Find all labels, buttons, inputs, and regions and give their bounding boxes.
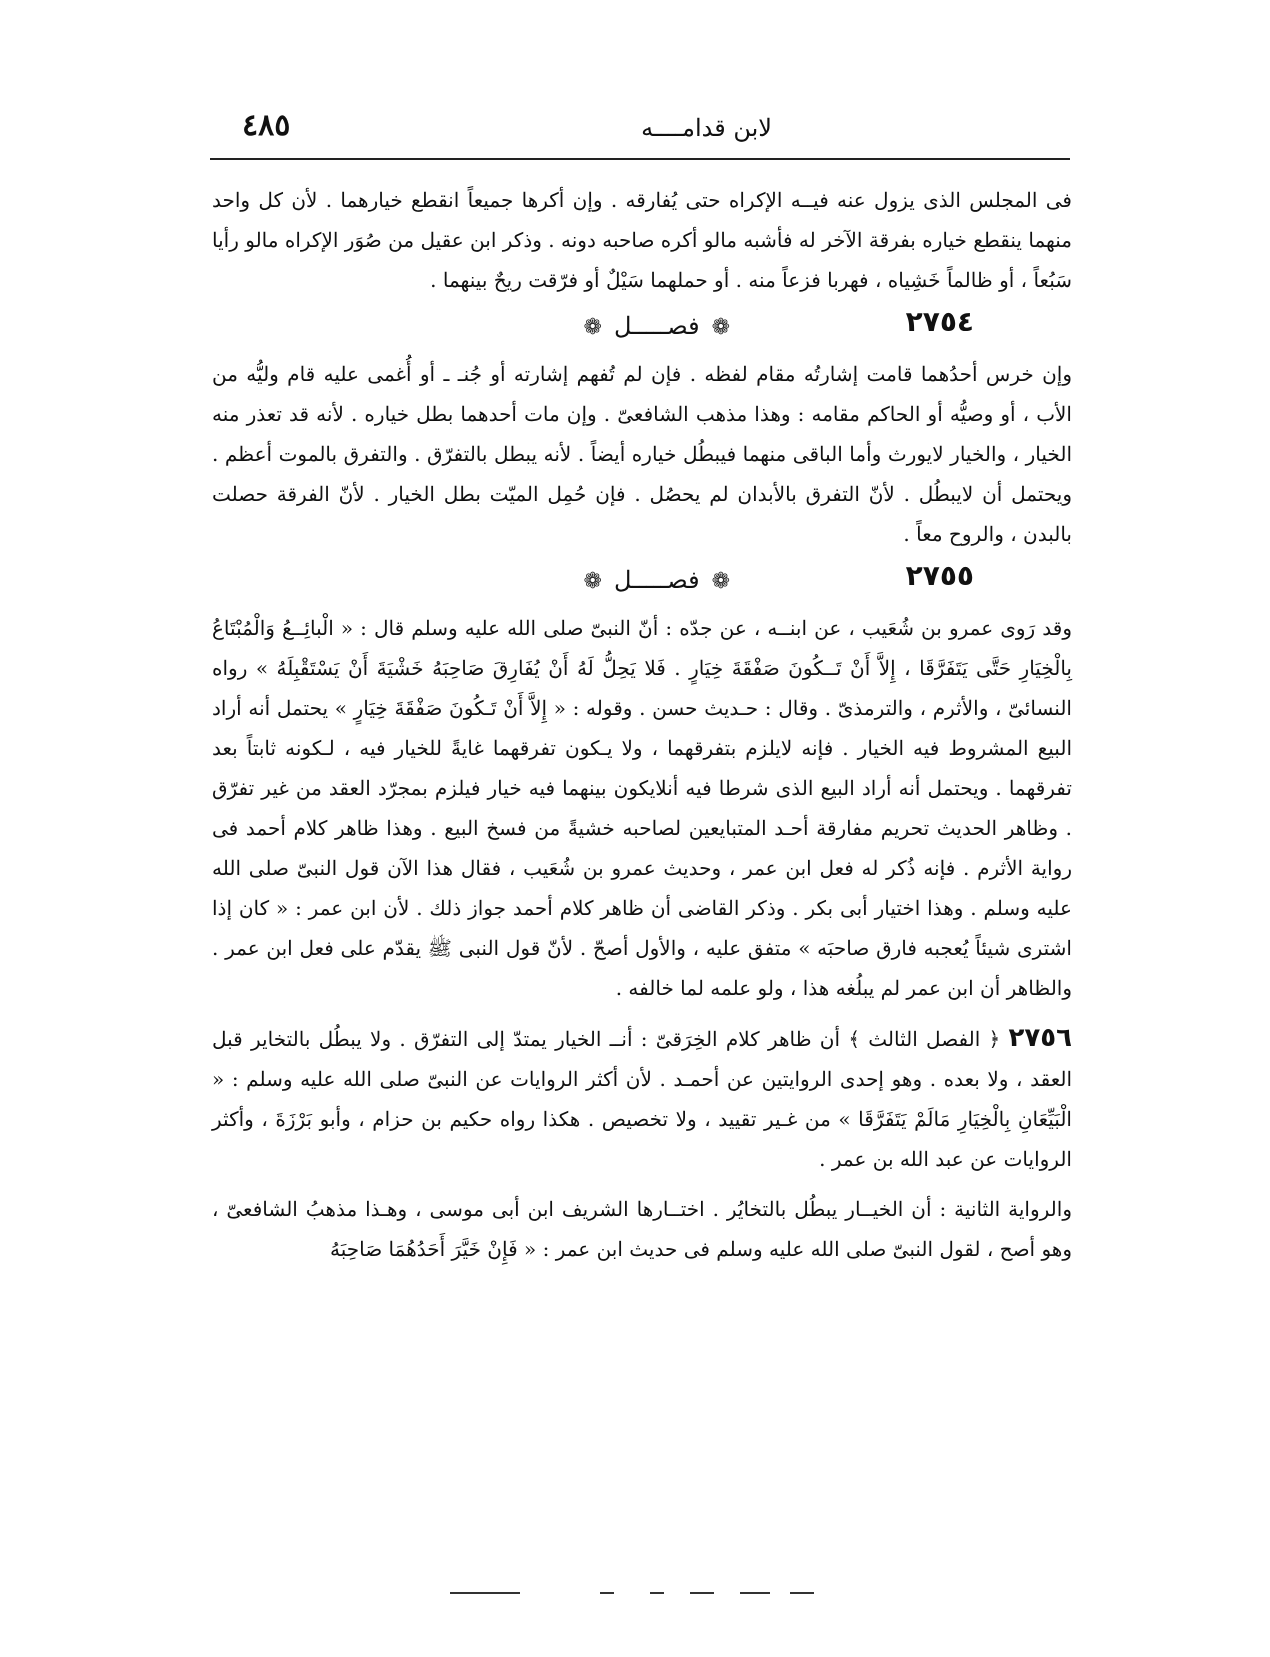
section-number: ٢٧٥٤: [905, 305, 974, 338]
page-header: [212, 108, 1072, 160]
section-text-2754: وإن خرس أحدُهما قامت إشارتُه مقام لفظه . فإن لم تُفهم إشارته أو جُنـ ـ أو أُغمى عليه قام وليُّه من الأب ، أو وصيُّه أو الحاكم مقامه : وهذا مذهب الشافعىّ . وإن مات أحدهما بطل خياره . لأنه قد تعذر منه الخيار ، والخيار لايورث وأما الباقى منهما فيبطُل خياره أيضاً . لأنه يبطل بالتفرّق . والتفرق بالموت أعظم . ويحتمل أن لايبطُل . لأنّ التفرق بالأبدان لم يحصُل . فإن حُمِل الميّت بطل الخيار . لأنّ الفرقة حصلت بالبدن ، والروح معاً .: [212, 362, 1072, 546]
ornament-icon: ❁: [583, 569, 602, 594]
section-title: ❁فصـــــل❁: [572, 306, 743, 348]
footer-dashes: [450, 1592, 830, 1596]
page-body: [212, 180, 1072, 1269]
section-number: ٢٧٥٥: [905, 559, 974, 592]
header-rule: [210, 158, 1070, 160]
running-title: لابن قدامــــه: [641, 114, 772, 142]
final-paragraph: والرواية الثانية : أن الخيــار يبطُل بالتخايُر . اختــارها الشريف ابن أبى موسى ، وهـذا مذهبُ الشافعىّ ، وهو أصح ، لقول النبىّ صلى الله عليه وسلم فى حديث ابن عمر : « فَإِنْ خَيَّرَ أَحَدُهُمَا صَاحِبَهُ: [212, 1197, 1072, 1261]
section-heading-2755: [212, 554, 1072, 608]
section-number: ٢٧٥٦: [1008, 1023, 1073, 1053]
section-label: ﴿ الفصل الثالث ﴾: [848, 1027, 1001, 1051]
section-heading-2754: [212, 300, 1072, 354]
intro-paragraph: فى المجلس الذى يزول عنه فيــه الإكراه حتى يُفارقه . وإن أكرها جميعاً انقطع خيارهما . لأن كل واحد منهما ينقطع خياره بفرقة الآخر له فأشبه مالو أكره صاحبه دونه . وذكر ابن عقيل من صُوَر الإكراه مالو رأيا سَبُعاً ، أو ظالماً خَشِياه ، فهربا فزعاً منه . أو حملهما سَيْلٌ أو فرّقت ريحٌ بينهما .: [212, 188, 1072, 292]
ornament-icon: ❁: [711, 569, 730, 594]
section-2756-paragraph: [212, 1018, 1072, 1179]
section-text-2756: أن ظاهر كلام الخِرَقىّ : أنــ الخيار يمتدّ إلى التفرّق . ولا يبطُل بالتخاير قبل العقد ، ولا بعده . وهو إحدى الروايتين عن أحمـد . لأن أكثر الروايات عن النبىّ صلى الله عليه وسلم : « الْبَيِّعَانِ بِالْخِيَارِ مَالَمْ يَتَفَرَّقَا » من غـير تقييد ، ولا تخصيص . هكذا رواه حكيم بن حزام ، وأبو بَرْزَةَ ، وأكثر الروايات عن عبد الله بن عمر .: [212, 1027, 1072, 1171]
ornament-icon: ❁: [583, 315, 602, 340]
section-title: ❁فصـــــل❁: [572, 560, 743, 602]
section-text-2755: وقد رَوى عمرو بن شُعَيب ، عن ابنــه ، عن جدّه : أنّ النبىّ صلى الله عليه وسلم قال : « الْبائِــعُ وَالْمُبْتَاعُ بِالْخِيَارِ حَتَّى يَتَفَرَّقَا ، إِلاَّ أَنْ تَــكُونَ صَفْقَةَ خِيَارٍ . فَلا يَحِلُّ لَهُ أَنْ يُفَارِقَ صَاحِبَهُ خَشْيَةَ أَنْ يَسْتَقْبِلَهُ » رواه النسائىّ ، والأثرم ، والترمذىّ . وقال : حـديث حسن . وقوله : « إِلاَّ أَنْ تَـكُونَ صَفْقَةَ خِيَارٍ » يحتمل أنه أراد البيع المشروط فيه الخيار . فإنه لايلزم بتفرقهما ، ولا يـكون تفرقهما غايةً للخيار فيه ، لـكونه ثابتاً بعد تفرقهما . ويحتمل أنه أراد البيع الذى شرطا فيه أنلايكون بينهما فيه خيار فيلزم بمجرّد العقد من غير تفرّق . وظاهر الحديث تحريم مفارقة أحـد المتبايعين لصاحبه خشيةً من فسخ البيع . وهذا ظاهر كلام أحمد فى رواية الأثرم . فإنه ذُكر له فعل ابن عمر ، وحديث عمرو بن شُعَيب ، فقال هذا الآن قول النبىّ صلى الله عليه وسلم . وهذا اختيار أبى بكر . وذكر القاضى أن ظاهر كلام أحمد جواز ذلك . لأن ابن عمر : « كان إذا اشترى شيئاً يُعجبه فارق صاحبَه » متفق عليه ، والأول أصحّ . لأنّ قول النبى ﷺ يقدّم على فعل ابن عمر . والظاهر أن ابن عمر لم يبلُغه هذا ، ولو علمه لما خالفه .: [212, 616, 1072, 1000]
page-number: ٤٨٥: [242, 108, 291, 143]
ornament-icon: ❁: [711, 315, 730, 340]
